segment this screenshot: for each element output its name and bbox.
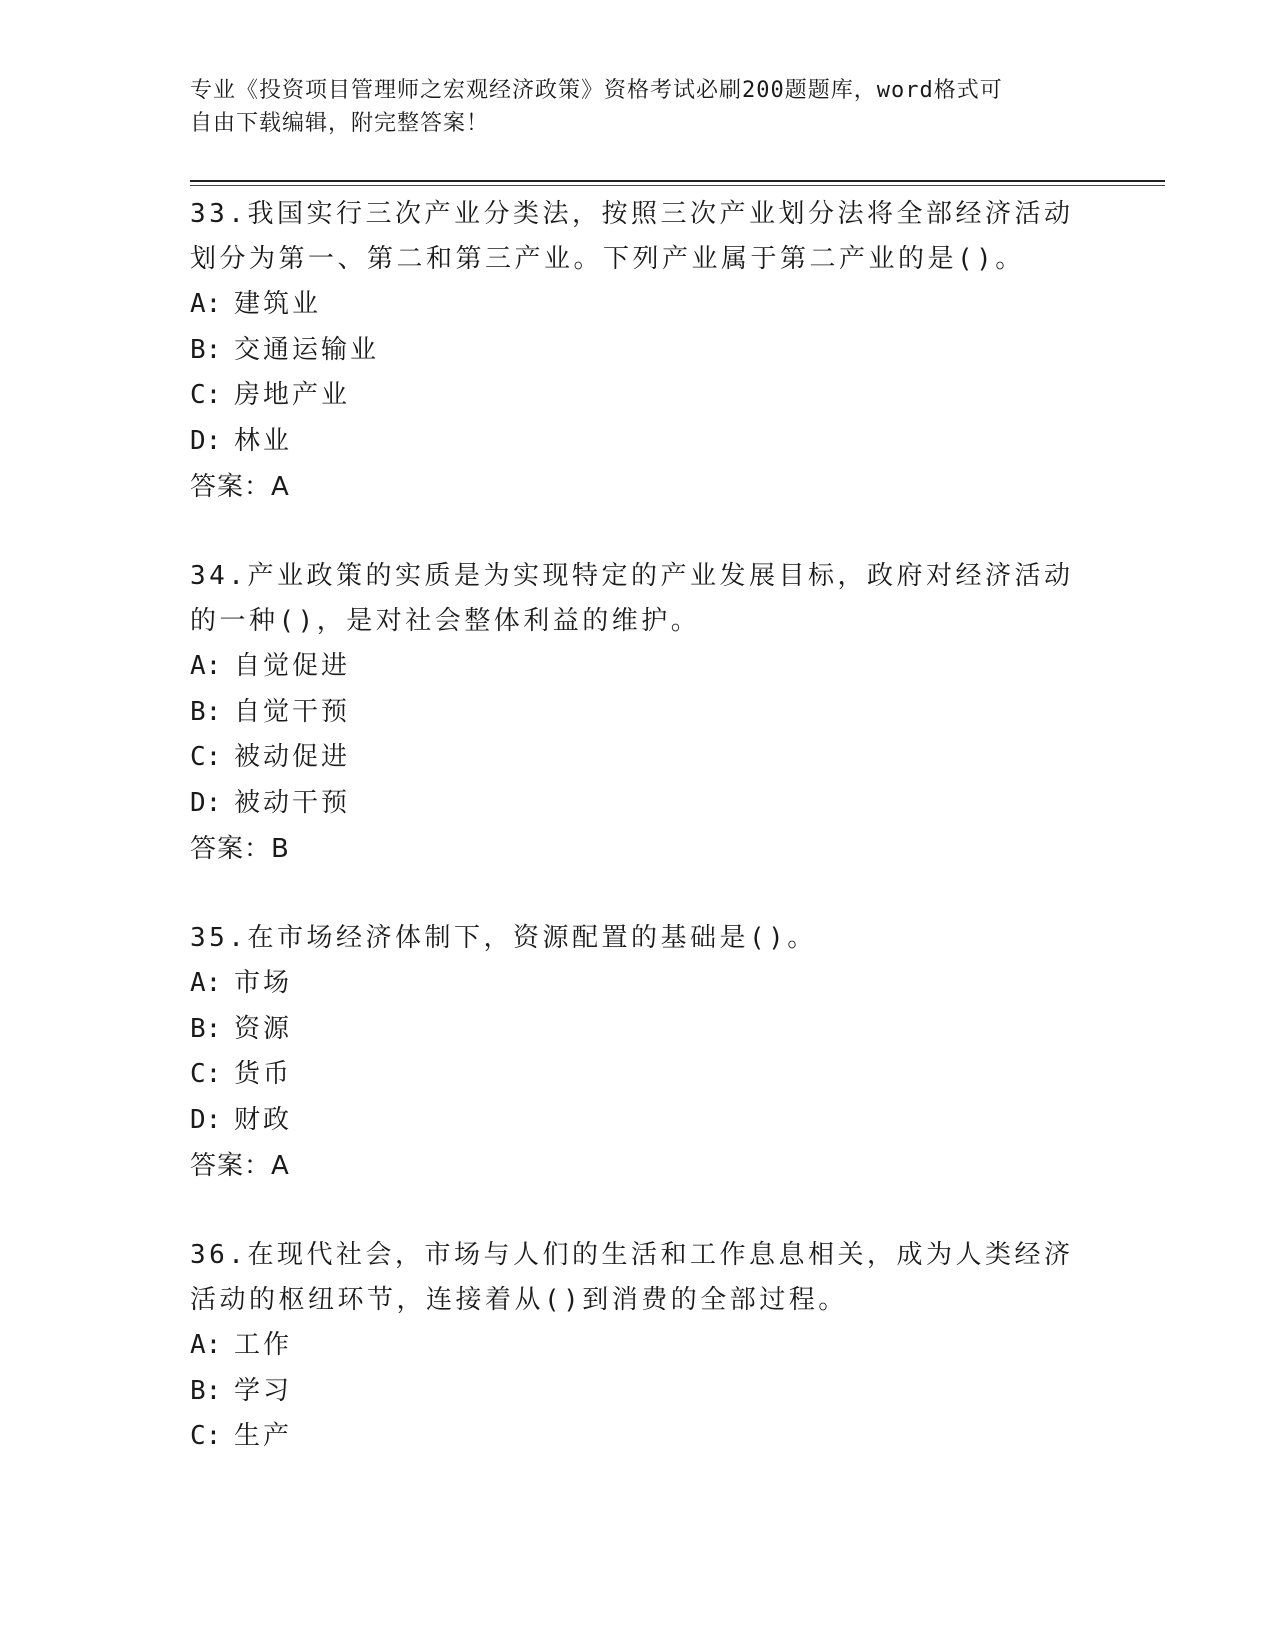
header-line-2: 自由下载编辑，附完整答案！ bbox=[190, 111, 490, 136]
option-letter: A: bbox=[190, 1330, 222, 1360]
question-stem: 35.在市场经济体制下，资源配置的基础是()。 bbox=[190, 923, 817, 953]
question-35 bbox=[190, 916, 1090, 1189]
option-letter: B: bbox=[190, 334, 222, 365]
option-letter: A: bbox=[190, 968, 222, 998]
header-divider-thin bbox=[190, 185, 1165, 186]
option-text: 房地产业 bbox=[234, 380, 351, 410]
option-text: 生产 bbox=[234, 1421, 293, 1451]
option-a bbox=[190, 1323, 1090, 1369]
option-letter: A: bbox=[190, 289, 222, 319]
option-c bbox=[190, 735, 1090, 781]
option-text: 财政 bbox=[234, 1104, 293, 1135]
option-d bbox=[190, 781, 1090, 827]
option-letter: C: bbox=[190, 1059, 222, 1089]
option-c bbox=[190, 1052, 1090, 1098]
question-36 bbox=[190, 1233, 1090, 1460]
option-b bbox=[190, 328, 1090, 374]
option-text: 自觉促进 bbox=[234, 651, 351, 681]
option-letter: C: bbox=[190, 380, 222, 410]
option-text: 资源 bbox=[234, 1013, 293, 1044]
option-b bbox=[190, 1007, 1090, 1053]
option-c bbox=[190, 1414, 1090, 1460]
option-letter: B: bbox=[190, 1375, 222, 1406]
answer-line: 答案：B bbox=[190, 834, 290, 864]
option-text: 市场 bbox=[234, 968, 293, 998]
question-33 bbox=[190, 192, 1090, 510]
option-letter: D: bbox=[190, 787, 222, 818]
option-b bbox=[190, 690, 1090, 736]
document-header bbox=[190, 74, 1090, 140]
option-letter: C: bbox=[190, 742, 222, 772]
option-a bbox=[190, 961, 1090, 1007]
question-stem: 34.产业政策的实质是为实现特定的产业发展目标，政府对经济活动的一种()，是对社会整体利益的维护。 bbox=[190, 561, 1074, 636]
answer-line: 答案：A bbox=[190, 1151, 290, 1181]
option-b bbox=[190, 1369, 1090, 1415]
option-text: 被动干预 bbox=[234, 787, 351, 818]
option-letter: A: bbox=[190, 651, 222, 681]
option-letter: C: bbox=[190, 1421, 222, 1451]
option-text: 工作 bbox=[234, 1330, 293, 1360]
option-c bbox=[190, 373, 1090, 419]
option-text: 林业 bbox=[234, 425, 293, 456]
header-divider-thick bbox=[190, 180, 1165, 182]
option-letter: D: bbox=[190, 1104, 222, 1135]
option-text: 交通运输业 bbox=[234, 334, 380, 365]
option-letter: B: bbox=[190, 1013, 222, 1044]
question-list bbox=[190, 192, 1090, 1504]
option-d bbox=[190, 1098, 1090, 1144]
option-text: 货币 bbox=[234, 1059, 293, 1089]
option-text: 建筑业 bbox=[234, 289, 322, 319]
question-34 bbox=[190, 554, 1090, 872]
option-d bbox=[190, 419, 1090, 465]
option-a bbox=[190, 282, 1090, 328]
question-stem: 33.我国实行三次产业分类法，按照三次产业划分法将全部经济活动划分为第一、第二和第三产业。下列产业属于第二产业的是()。 bbox=[190, 199, 1074, 274]
header-line-1: 专业《投资项目管理师之宏观经济政策》资格考试必刷200题题库，word格式可 bbox=[190, 78, 1003, 103]
option-text: 学习 bbox=[234, 1375, 293, 1406]
question-stem: 36.在现代社会，市场与人们的生活和工作息息相关，成为人类经济活动的枢纽环节，连接着从()到消费的全部过程。 bbox=[190, 1240, 1074, 1315]
option-text: 自觉干预 bbox=[234, 696, 351, 727]
option-a bbox=[190, 644, 1090, 690]
option-letter: D: bbox=[190, 425, 222, 456]
option-text: 被动促进 bbox=[234, 742, 351, 772]
option-letter: B: bbox=[190, 696, 222, 727]
answer-line: 答案：A bbox=[190, 472, 290, 502]
